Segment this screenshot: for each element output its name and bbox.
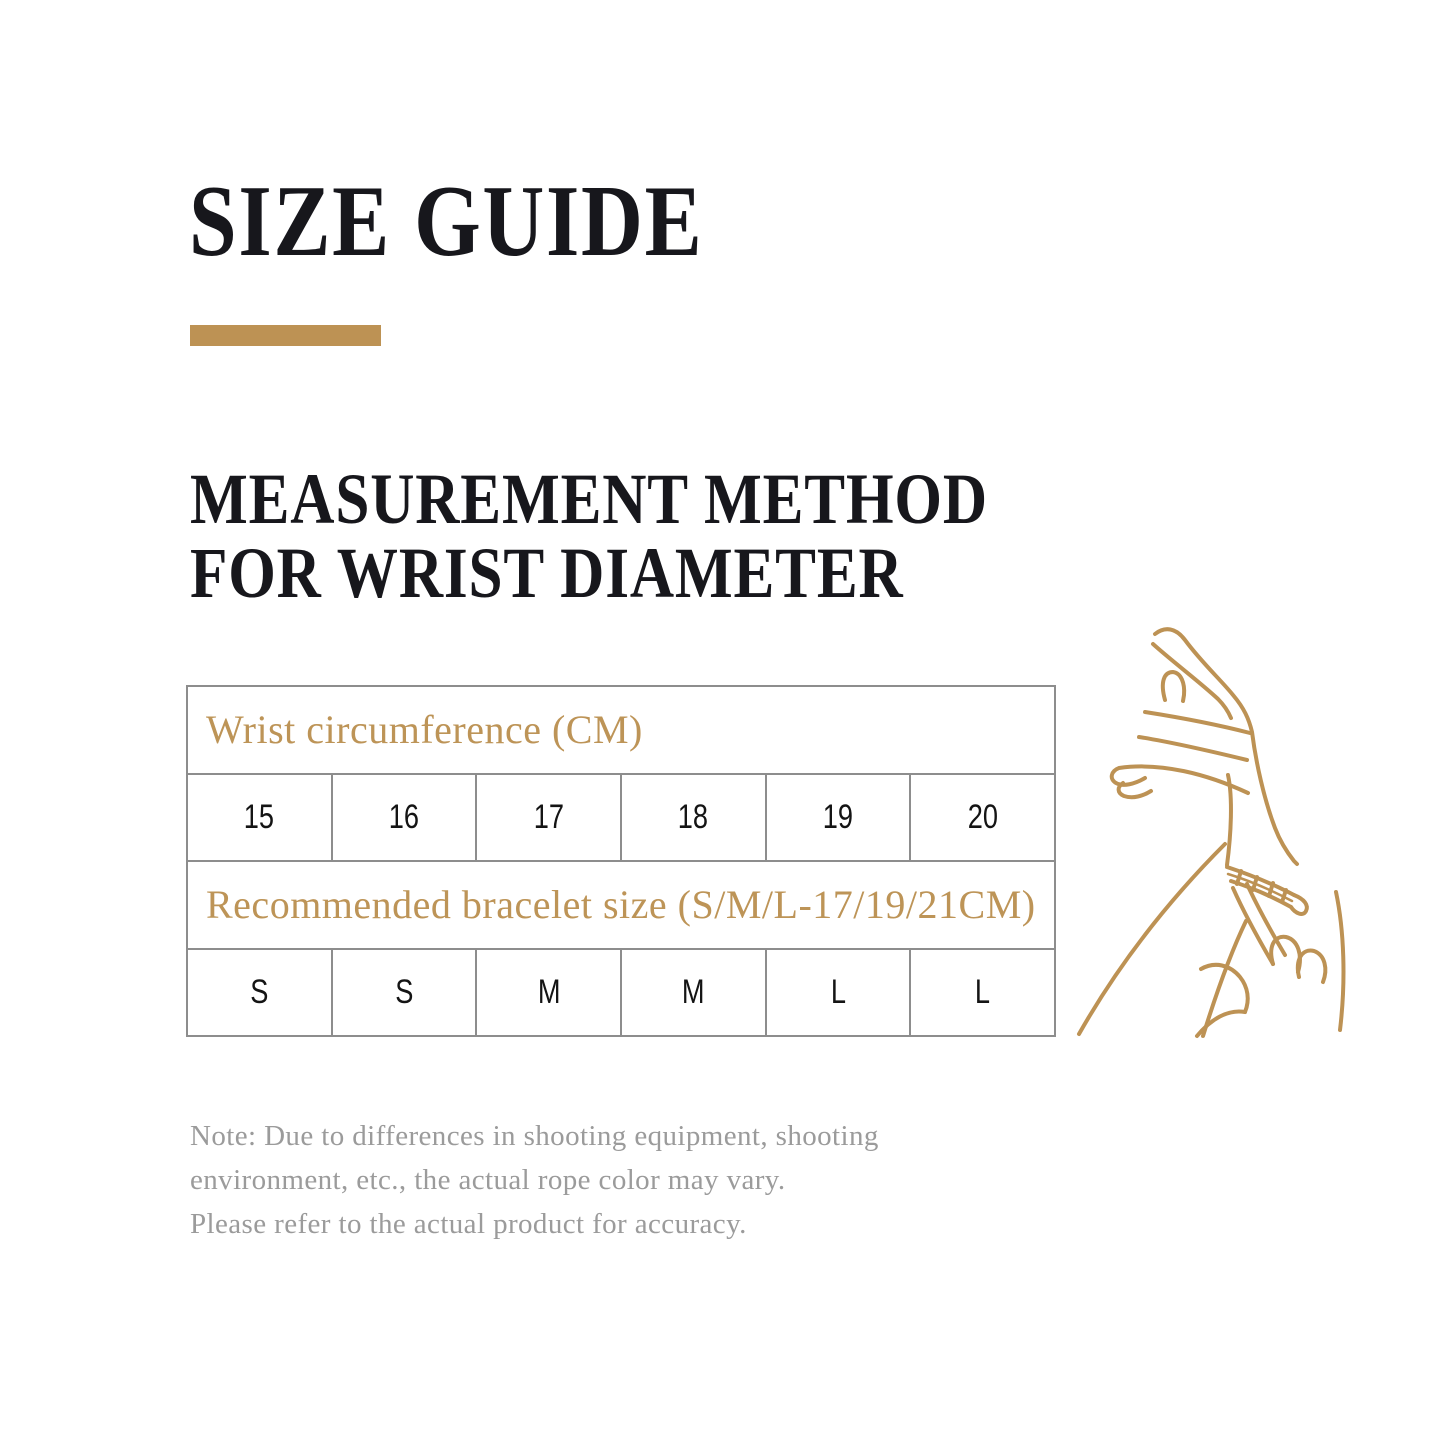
note-text <box>190 1114 879 1246</box>
hand-line-art <box>1079 629 1343 1036</box>
wrist-value-cell: 17 <box>475 775 620 861</box>
note-line: Note: Due to differences in shooting equipment, shooting <box>190 1120 879 1152</box>
wrist-value-cell: 15 <box>244 797 275 836</box>
note-line: environment, etc., the actual rope color may vary. <box>190 1164 786 1196</box>
hands-measuring-wrist-illustration <box>1075 620 1375 1050</box>
bracelet-size-values-row <box>188 948 1054 1036</box>
accent-bar <box>190 325 381 346</box>
wrist-value-cell: 19 <box>765 775 910 861</box>
bracelet-size-cell: S <box>331 950 476 1036</box>
bracelet-size-cell: L <box>765 950 910 1036</box>
wrist-value-cell: 20 <box>909 775 1054 861</box>
bracelet-size-cell: S <box>250 972 269 1011</box>
page-title: SIZE GUIDE <box>189 165 704 278</box>
wrist-circumference-header: Wrist circumference (CM) <box>206 707 643 753</box>
bracelet-size-cell: M <box>475 950 620 1036</box>
section-heading-line2: FOR WRIST DIAMETER <box>190 533 904 613</box>
bracelet-size-header-row <box>188 860 1054 948</box>
bracelet-size-cell: M <box>620 950 765 1036</box>
wrist-value-cell: 18 <box>620 775 765 861</box>
bracelet-size-cell: L <box>909 950 1054 1036</box>
wrist-circumference-header-row <box>188 687 1054 773</box>
bracelet-size-header: Recommended bracelet size (S/M/L-17/19/21CM) <box>206 882 1036 928</box>
wrist-value-cell: 16 <box>331 775 476 861</box>
size-table <box>186 685 1056 1037</box>
wrist-values-row <box>188 773 1054 861</box>
note-line: Please refer to the actual product for accuracy. <box>190 1208 747 1240</box>
section-heading <box>190 459 988 613</box>
section-heading-line1: MEASUREMENT METHOD <box>190 459 988 539</box>
